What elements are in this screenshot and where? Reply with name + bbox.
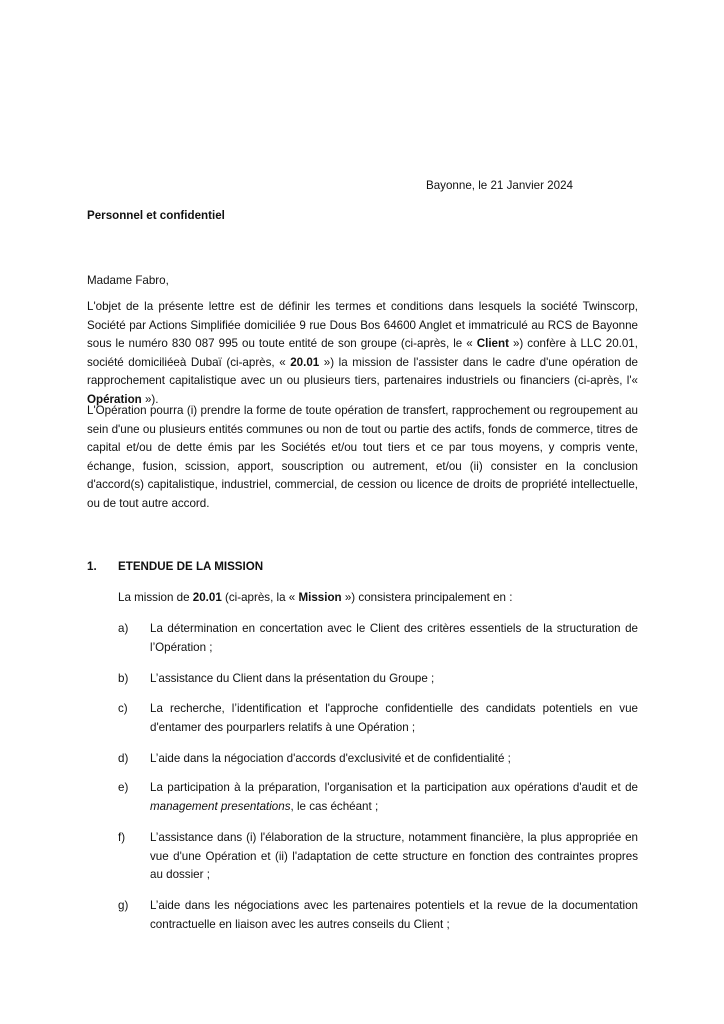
paragraph-object [87, 298, 638, 410]
list-item [150, 779, 638, 816]
section-number: 1. [87, 560, 97, 573]
intro-text: (ci-après, la « [221, 591, 299, 604]
list-item-letter: e) [118, 781, 129, 794]
defined-term-client: Client [476, 337, 509, 351]
section-intro [118, 589, 512, 608]
defined-term-2001: 20.01 [290, 355, 320, 369]
list-item: L’aide dans la négociation d'accords d'exclusivité et de confidentialité ; [150, 752, 511, 765]
defined-term-operation: Opération [87, 392, 142, 406]
list-item-letter: b) [118, 672, 129, 685]
intro-text: ») consistera principalement en : [341, 591, 513, 604]
section-title: ETENDUE DE LA MISSION [118, 560, 264, 573]
list-item-letter: d) [118, 752, 129, 765]
list-item-italic-text: management presentations [150, 799, 291, 813]
paragraph-operation: L'Opération pourra (i) prendre la forme de toute opération de transfert, rapprochement ou regroupement au sein d'une ou plusieurs entités communes ou non de tout ou partie des actifs, fonds de commerce, titres de capital et/ou de dette émis par les Sociétés et/ou tout tiers et ce par tous moyens, y compris vente, échange, fusion, scission, apport, souscription ou autrement, et/ou (ii) consister en la conclusion d'accord(s) capitalistique, industriel, commercial, de cession ou licence de droits de propriété intellectuelle, ou de tout autre accord. [87, 404, 638, 510]
paragraph-text: ») la mission de l'assister dans le cadre d'une opération de rapprochement capitalistique avec un ou plusieurs tiers, partenaires industriels ou financiers (ci-après, l'« [87, 355, 639, 388]
list-item: L’assistance dans (i) l'élaboration de la structure, notamment financière, la plus appropriée en vue d'une Opération et (ii) l'adaptation de cette structure en fonction des contraintes propres au dossier ; [150, 831, 638, 882]
list-item-letter: c) [118, 702, 128, 715]
intro-text: La mission de [118, 591, 193, 604]
paragraph-text: ») confère à LLC 20.01, société domiciliéeà Dubaï (ci-après, « [87, 337, 638, 369]
list-item-letter: f) [118, 831, 126, 844]
list-item: La détermination en concertation avec le Client des critères essentiels de la structuration de l’Opération ; [150, 622, 638, 654]
list-item-letter: g) [118, 899, 129, 912]
list-item-text: La participation à la préparation, l'organisation et la participation aux opérations d'audit et de [150, 781, 638, 794]
list-item: L’assistance du Client dans la présentation du Groupe ; [150, 672, 435, 685]
list-item-text: , le cas échéant ; [290, 799, 379, 813]
list-item: L’aide dans les négociations avec les partenaires potentiels et la revue de la documentation contractuelle en liaison avec les autres conseils du Client ; [150, 899, 638, 931]
paragraph-text: L'objet de la présente lettre est de définir les termes et conditions dans lesquels la société Twinscorp, Société par Actions Simplifiée domiciliée 9 rue Dous Bos 64600 Anglet et immatriculé au RCS de Bayonne sous le numéro 830 087 995 ou toute entité de son groupe (ci-après, le « [87, 300, 638, 351]
defined-term-2001: 20.01 [192, 591, 222, 604]
confidential-label: Personnel et confidentiel [87, 209, 225, 222]
defined-term-mission: Mission [298, 591, 342, 604]
salutation: Madame Fabro, [87, 274, 169, 287]
paragraph-text: »). [141, 392, 159, 406]
list-item: La recherche, l’identification et l'approche confidentielle des candidats potentiels en vue d'entamer des pourparlers relatifs à une Opération ; [150, 702, 638, 734]
list-item-letter: a) [118, 622, 129, 635]
date-line: Bayonne, le 21 Janvier 2024 [426, 179, 573, 192]
